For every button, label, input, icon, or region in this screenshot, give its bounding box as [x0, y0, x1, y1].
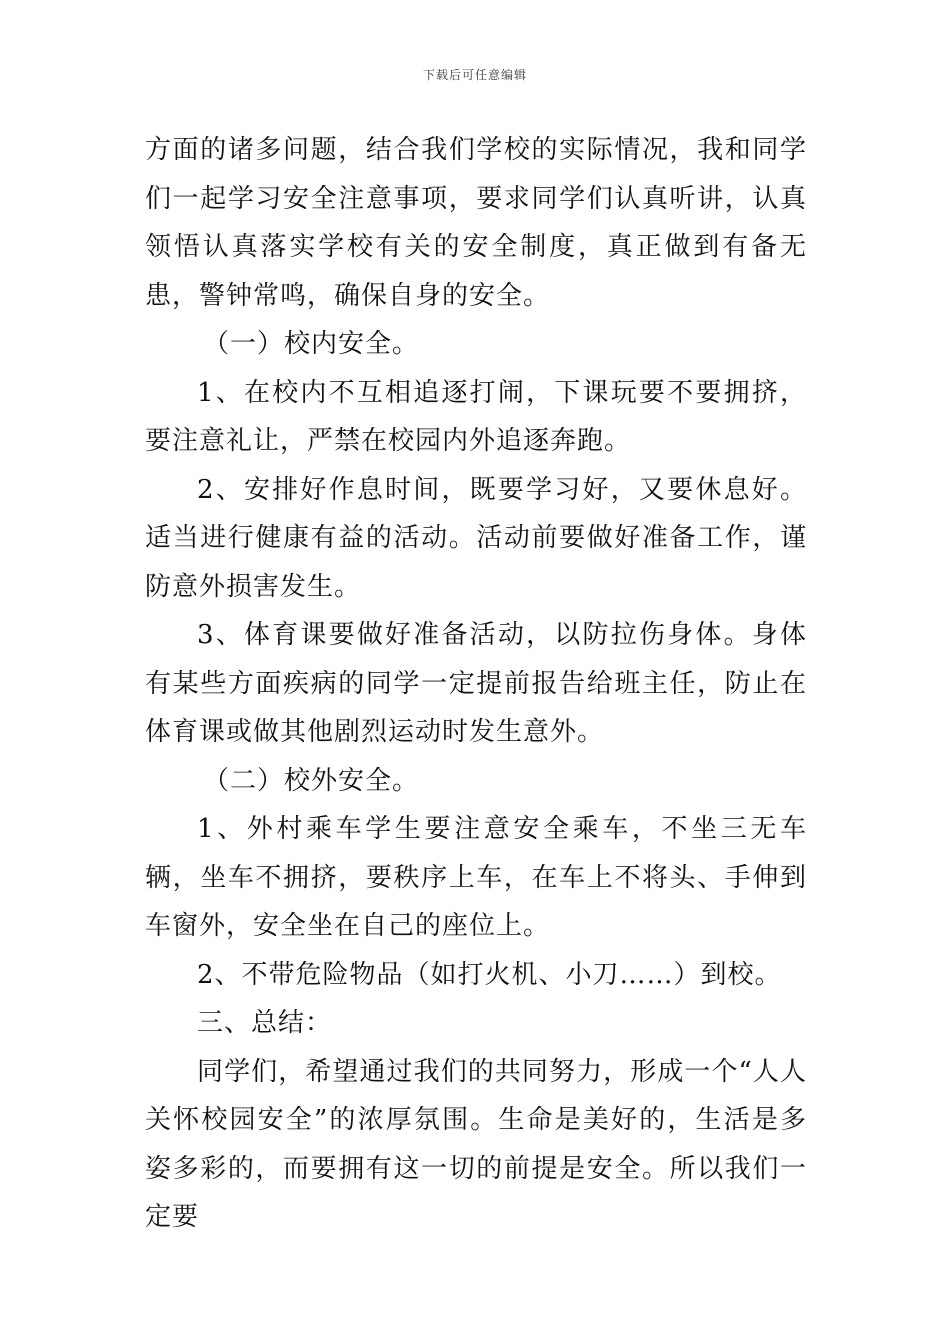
paragraph-item-2: 2、安排好作息时间，既要学习好，又要休息好。适当进行健康有益的活动。活动前要做好准备工作，谨防意外损害发生。 — [145, 474, 807, 602]
paragraph-item-3: 3、体育课要做好准备活动，以防拉伤身体。身体有某些方面疾病的同学一定提前报告给班主任，防止在体育课或做其他剧烈运动时发生意外。 — [145, 620, 807, 747]
section-heading-off-campus-safety: （二）校外安全。 — [203, 765, 420, 796]
page-header: 下载后可任意编辑 — [422, 68, 527, 82]
paragraph-off-campus-item-1: 1、外村乘车学生要注意安全乘车，不坐三无车辆，坐车不拥挤，要秩序上车，在车上不将头、手伸到车窗外，安全坐在自己的座位上。 — [145, 814, 807, 941]
paragraph-off-campus-item-2: 2、不带危险物品（如打火机、小刀……）到校。 — [197, 959, 782, 990]
section-heading-summary: 三、总结： — [197, 1008, 333, 1038]
document-body — [145, 126, 807, 1242]
section-heading-campus-safety: （一）校内安全。 — [203, 329, 420, 359]
paragraph-summary: 同学们，希望通过我们的共同努力，形成一个“人人关怀校园安全”的浓厚氛围。生命是美好的，生活是多姿多彩的，而要拥有这一切的前提是安全。所以我们一定要 — [145, 1056, 807, 1232]
paragraph-continuation: 方面的诸多问题，结合我们学校的实际情况，我和同学们一起学习安全注意事项，要求同学们认真听讲，认真领悟认真落实学校有关的安全制度，真正做到有备无患，警钟常鸣，确保自身的安全。 — [145, 135, 807, 311]
paragraph-item-1: 1、在校内不互相追逐打闹，下课玩要不要拥挤，要注意礼让，严禁在校园内外追逐奔跑。 — [145, 377, 807, 456]
